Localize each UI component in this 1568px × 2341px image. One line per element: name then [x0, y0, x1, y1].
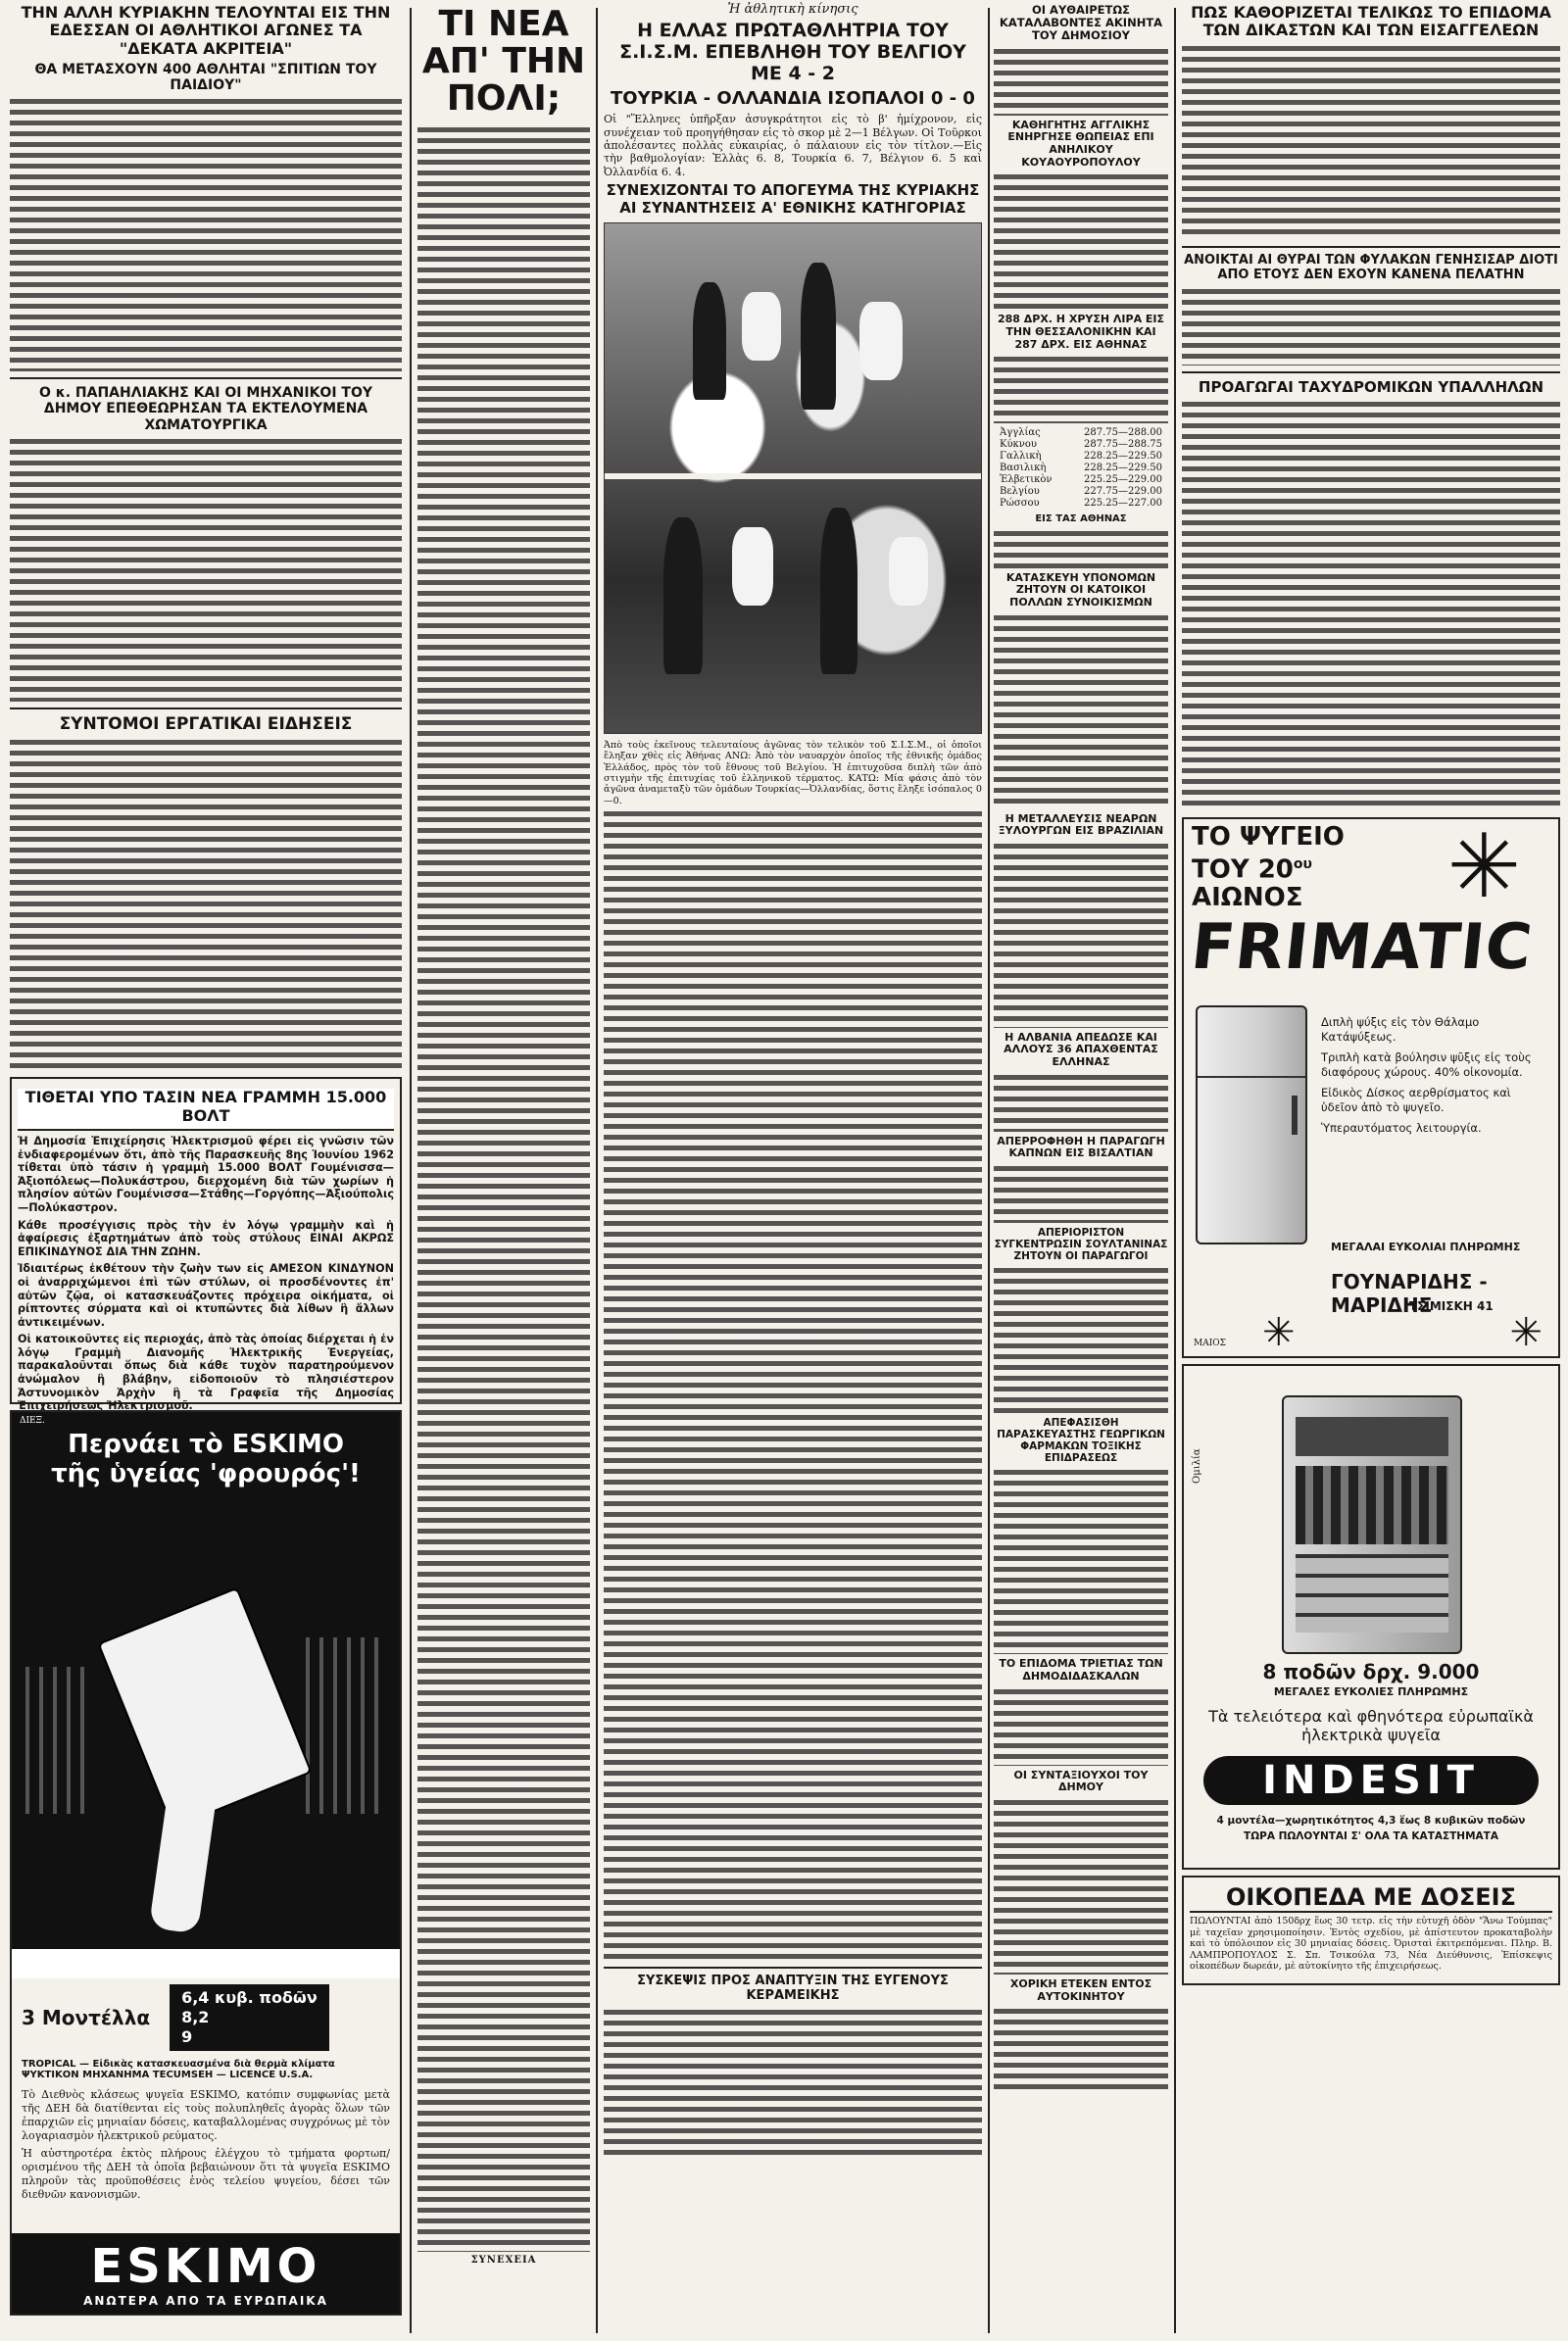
sports-kicker: Ἡ ἀθλητικὴ κίνησις — [727, 2, 858, 17]
plots-ad — [1182, 1876, 1560, 1985]
player-figure — [663, 517, 703, 674]
headline-tobacco: ΑΠΕΡΡΟΦΗΘΗ Η ΠΑΡΑΓΩΓΗ ΚΑΠΝΩΝ ΕΙΣ ΒΙΣΑΛΤΙΑΝ — [997, 1134, 1165, 1160]
table-row — [1000, 451, 1162, 463]
headline-teacher: ΚΑΘΗΓΗΤΗΣ ΑΓΓΛΙΚΗΣ ΕΝΗΡΓΗΣΕ ΘΩΠΕΙΑΣ ΕΠΙ ΑΝΗΛΙΚΟΥ ΚΟΥΑΟΥΡΟΠΟΥΛΟΥ — [1007, 118, 1154, 169]
row-label: Κύκνου — [1000, 439, 1037, 451]
size-option: 9 — [181, 2027, 193, 2047]
eskimo-ad-details — [12, 1978, 400, 2208]
player-shirt — [742, 292, 781, 361]
headline-prison-doors: ΑΝΟΙΚΤΑΙ ΑΙ ΘΥΡΑΙ ΤΩΝ ΦΥΛΑΚΩΝ ΓΕΝΗΣΙΣΑΡ ΔΙΟΤΙ ΑΠΟ ΕΤΟΥΣ ΔΕΝ ΕΧΟΥΝ ΚΑΝΕΝΑ ΠΕΛΑΤΗΝ — [1184, 252, 1558, 282]
notice-p3: Ἰδιαιτέρως ἐκθέτουν τὴν ζωὴν των εἰς ΑΜΕΣΟΝ ΚΙΝΔΥΝΟΝ οἱ ἀναρριχώμενοι ἐπὶ τῶν στύλων, οἱ προσδένοντες ἐπ' αὐτῶν ζῷα, οἱ κατασκευάζοντες πρόχειρα οἰκήματα, οἱ ρίπτοντες σύρματα καὶ οἱ κτυπῶντες διὰ λίθων ἢ ἄλλων ἀντικειμένων. — [18, 1262, 394, 1329]
row-value: 225.25—229.00 — [1084, 474, 1162, 486]
article-text — [994, 1798, 1168, 1975]
feature-item: Τριπλὴ κατὰ βούλησιν ψῦξις εἰς τοὺς διαφόρους χώρους. 40% οἰκονομία. — [1321, 1049, 1532, 1079]
frimatic-heading-text: ΤΟΥ 20 — [1192, 854, 1294, 885]
size-option: 6,4 κυβ. ποδῶν — [181, 1988, 318, 2008]
eskimo-logo-bar — [12, 2233, 400, 2314]
lead-paragraph: Οἱ "Ἕλληνες ὑπῆρξαν ἀσυγκράτητοι εἰς τὸ β' ἡμίχρονον, εἰς συνέχειαν τοῦ προηγήθησαν εἰς τὸ σκορ μὲ 2—1 Βέλγων. Οἱ Τοῦρκοι ἀπολέσαντες πολλὰς εὐκαιρίας, ὁ πάλαιουν εἰς τὸν τίτλον.—Εἰς τὴν βαθμολογίαν: Ἑλλὰς 6. 8, Τουρκία 6. 7, Βέλγιον 6. 5 καὶ Ὀλλανδία 6. 4. — [604, 113, 982, 178]
models-sizes — [170, 1984, 329, 2051]
feature-tropical: TROPICAL — Εἰδικὰς κατασκευασμένα διὰ θερμὰ κλίματα — [22, 2059, 335, 2071]
player-shirt — [889, 537, 928, 606]
eskimo-logo: ESKIMO — [90, 2239, 321, 2295]
dei-notice — [10, 1077, 402, 1413]
headline-greece-champion: Η ΕΛΛΑΣ ΠΡΩΤΑΘΛΗΤΡΙΑ ΤΟΥ Σ.Ι.Σ.Μ. ΕΠΕΒΛΗΘΗ ΤΟΥ ΒΕΛΓΙΟΥ ΜΕ 4 - 2 — [619, 20, 966, 84]
frimatic-ad — [1182, 814, 1560, 1358]
article-text — [994, 1468, 1168, 1654]
notice-title: ΤΙΘΕΤΑΙ ΥΠΟ ΤΑΣΙΝ ΝΕΑ ΓΡΑΜΜΗ 15.000 ΒΟΛΤ — [18, 1089, 394, 1131]
frimatic-features — [1321, 1015, 1546, 1136]
frimatic-ad-code: ΜΑΙΟΣ — [1194, 1338, 1227, 1348]
eskimo-headline-b: τῆς ὑγείας 'φρουρός'! — [51, 1459, 361, 1489]
gold-price-table — [1000, 427, 1162, 510]
article-text — [1182, 44, 1560, 240]
frimatic-heading-line: ΑΙΩΝΟΣ — [1192, 882, 1303, 912]
indesit-signature: Ομιλία — [1192, 1448, 1202, 1484]
row-label: Ἀγγλίας — [1000, 427, 1041, 439]
table-row — [1000, 427, 1162, 439]
column-5 — [1182, 0, 1560, 2341]
headline-sultanina: ΑΠΕΡΙΟΡΙΣΤΟΝ ΣΥΓΚΕΝΤΡΩΣΙΝ ΣΟΥΛΤΑΝΙΝΑΣ ΖΗΤΟΥΝ ΟΙ ΠΑΡΑΓΩΓΟΙ — [994, 1227, 1168, 1263]
article-text — [604, 809, 982, 1961]
divider — [1182, 246, 1560, 248]
divider — [10, 707, 402, 709]
eskimo-body: Τὸ Διεθνὸς κλάσεως ψυγεῖα ESKIMO, κατόπιν συμφωνίας μετὰ τῆς ΔΕΗ δὰ διατίθενται εἰς τοὺς πολυπληθεῖς ἀγορὰς ὅλων τῶν ἐπαρχιῶν εἰς μηνιαίαν δόσεις, καταβαλλομένας συγχρόνως μὲ τὸν λογαριασμὸν ἠλεκτρικοῦ ρεύματος. — [22, 2088, 390, 2143]
frimatic-logo: FRIMATIC — [1188, 910, 1537, 984]
row-value: 228.25—229.50 — [1084, 451, 1162, 463]
frimatic-address: ΤΣΙΜΙΣΚΗ 41 — [1409, 1298, 1494, 1313]
column-1 — [10, 0, 402, 2341]
headline-akriteia: ΤΗΝ ΑΛΛΗ ΚΥΡΙΑΚΗΝ ΤΕΛΟΥΝΤΑΙ ΕΙΣ ΤΗΝ ΕΔΕΣΣΑΝ ΟΙ ΑΘΛΗΤΙΚΟΙ ΑΓΩΝΕΣ ΤΑ "ΔΕΚΑΤΑ ΑΚΡΙΤΕΙΑ" — [21, 3, 391, 58]
headline-albania: Η ΑΛΒΑΝΙΑ ΑΠΕΔΩΣΕ ΚΑΙ ΑΛΛΟΥΣ 36 ΑΠΑΧΘΕΝΤΑΣ ΕΛΛΗΝΑΣ — [1004, 1030, 1158, 1069]
headline-papailiakis: Ο κ. ΠΑΠΑΗΛΙΑΚΗΣ ΚΑΙ ΟΙ ΜΗΧΑΝΙΚΟΙ ΤΟΥ ΔΗΜΟΥ ΕΠΕΘΕΩΡΗΣΑΝ ΤΑ ΕΚΤΕΛΟΥΜΕΝΑ ΧΩΜΑΤΟΥΡΓΙΚΑ — [39, 385, 372, 433]
row-label: Ἑλβετικὸν — [1000, 474, 1053, 486]
column-rule — [410, 8, 412, 2333]
indesit-ad — [1182, 1364, 1560, 1870]
snowflake-icon: ✳ — [1446, 814, 1521, 918]
article-text — [994, 1073, 1168, 1132]
row-label: Βελγίου — [1000, 486, 1040, 498]
row-value: 225.25—227.00 — [1084, 498, 1162, 510]
column-masthead: ΤΙ ΝΕΑ ΑΠ' ΤΗΝ ΠΟΛΙ; — [421, 4, 586, 119]
divider — [10, 377, 402, 379]
table-row — [1000, 486, 1162, 498]
row-value: 227.75—229.00 — [1084, 486, 1162, 498]
column-rule — [1174, 8, 1176, 2333]
article-text — [10, 97, 402, 371]
headline-teachers-bonus: ΤΟ ΕΠΙΔΟΜΑ ΤΡΙΕΤΙΑΣ ΤΩΝ ΔΗΜΟΔΙΔΑΣΚΑΛΩΝ — [999, 1657, 1163, 1683]
indesit-fridge-illustration — [1282, 1395, 1462, 1654]
indesit-logo: INDESIT — [1203, 1756, 1539, 1805]
row-value: 287.75—288.00 — [1084, 427, 1162, 439]
player-figure — [693, 282, 726, 400]
article-text — [10, 437, 402, 702]
column-2 — [417, 0, 590, 2341]
photo-caption: Ἀπὸ τοὺς ἐκεῖνους τελευταίους ἀγῶνας τὸν τελικὸν τοῦ Σ.Ι.Σ.Μ., οἱ ὁποῖοι ἔληξαν χθὲς εἰς Ἀθήνας ΑΝΩ: Ἀπὸ τὸν ναυαρχὸν ὁποῖος τῆς ἐθνικῆς ὁμάδος Ἑλλάδος, πρὸς τὸν τοῦ ἔθνους τοῦ Βελγίου. Ἡ ἐπιτυχοῦσα διπλὴ τῶν ἀπὸ στιγμὴν τῆς ἐπιτυχίας τοῦ ἑλληνικοῦ τέρματος. ΚΑΤΩ: Μία φάσις ἀπὸ τὸν ἀγῶνα ἀναμεταξὺ τῶν ὁμάδων Τουρκίας—Ὀλλανδίας, ὅστις ἔληξε ἰσόπαλος 0—0. — [604, 739, 982, 806]
eskimo-tagline: ΑΝΩΤΕΡΑ ΑΠΟ ΤΑ ΕΥΡΩΠΑΙΚΑ — [83, 2294, 328, 2309]
headline-sewers: ΚΑΤΑΣΚΕΥΗ ΥΠΟΝΟΜΩΝ ΖΗΤΟΥΝ ΟΙ ΚΑΤΟΙΚΟΙ ΠΟΛΛΩΝ ΣΥΝΟΙΚΙΣΜΩΝ — [1005, 570, 1156, 609]
table-row — [1000, 463, 1162, 474]
feature-tecumseh: ΨΥΚΤΙΚΟΝ ΜΗΧΑΝΗΜΑ TECUMSEH — LICENCE U.S.A. — [22, 2070, 314, 2081]
notice-p1: Ἡ Δημοσία Ἐπιχείρησις Ἠλεκτρισμοῦ φέρει εἰς γνῶσιν τῶν ἐνδιαφερομένων ὅτι, ἀπὸ τῆς Παρασκευῆς 8ης Ἰουνίου 1962 τίθεται ὑπὸ τάσιν ἡ γραμμὴ 15.000 ΒΟΛΤ Γουμένισσα—Ἀξιοπόλεως—Πολυκάστρου, διερχομένη διὰ τῶν χωρίων ἡ πλησίον αὐτῶν Γουμένισσα—Στάθης—Γοργόπης—Ἀξιούπολις—Πολύκαστρον. — [18, 1134, 394, 1214]
article-text — [994, 355, 1168, 423]
player-figure — [801, 263, 836, 410]
headline-labor-news: ΣΥΝΤΟΜΟΙ ΕΡΓΑΤΙΚΑΙ ΕΙΔΗΣΕΙΣ — [59, 713, 353, 734]
ground-line — [12, 1949, 400, 1978]
photo-split — [605, 473, 981, 479]
article-text — [994, 172, 1168, 310]
headline-public-property: ΟΙ ΑΥΘΑΙΡΕΤΩΣ ΚΑΤΑΛΑΒΟΝΤΕΣ ΑΚΙΝΗΤΑ ΤΟΥ ΔΗΜΟΣΙΟΥ — [999, 3, 1163, 43]
article-text — [994, 1266, 1168, 1413]
article-text — [994, 613, 1168, 809]
eskimo-ad-illustration — [12, 1412, 400, 1978]
subheadline-turkey-holland: ΤΟΥΡΚΙΑ - ΟΛΛΑΝΔΙΑ ΙΣΟΠΑΛΟΙ 0 - 0 — [611, 87, 975, 109]
article-text — [994, 47, 1168, 116]
building-shape — [306, 1637, 384, 1814]
divider — [604, 1967, 982, 1969]
football-photo — [604, 222, 982, 734]
eskimo-body-2: Ἡ αὐστηροτέρα ἐκτὸς πλήρους ἐλέγχου τὸ τμήματα φορτωπ/ορισμένου τῆς ΔΕΗ τὰ ὁποῖα βεβαιώνουν ὅτι τὰ ψυγεῖα ESKIMO πληροῦν τὰς προϋποθέσεις ἑνὸς τελείου ψυγείου, δέσει τῶν διεθνῶν κανονισμῶν. — [22, 2147, 390, 2202]
player-shirt — [859, 302, 903, 380]
column-4 — [994, 0, 1168, 2341]
headline-ceramics: ΣΥΣΚΕΨΙΣ ΠΡΟΣ ΑΝΑΠΤΥΞΙΝ ΤΗΣ ΕΥΓΕΝΟΥΣ ΚΕΡΑΜΕΙΚΗΣ — [637, 1974, 949, 2004]
table-row — [1000, 439, 1162, 451]
article-text — [994, 2007, 1168, 2095]
building-shape — [25, 1667, 84, 1814]
row-label: Βασιλικὴ — [1000, 463, 1047, 474]
subheadline-akriteia: ΘΑ ΜΕΤΑΣΧΟΥΝ 400 ΑΘΛΗΤΑΙ "ΣΠΙΤΙΩΝ ΤΟΥ ΠΑΙΔΙΟΥ" — [34, 62, 377, 94]
eskimo-headline-a: Περνάει τὸ ESKIMO — [68, 1430, 344, 1460]
frimatic-heading-sup: ου — [1293, 855, 1312, 872]
models-label: 3 Μοντέλλα — [22, 2006, 151, 2030]
continued-label: ΣΥΝΕΧΕΙΑ — [470, 2255, 537, 2266]
article-text — [10, 738, 402, 1071]
headline-judges-allowance: ΠΩΣ ΚΑΘΟΡΙΖΕΤΑΙ ΤΕΛΙΚΩΣ ΤΟ ΕΠΙΔΟΜΑ ΤΩΝ ΔΙΚΑΣΤΩΝ ΚΑΙ ΤΩΝ ΕΙΣΑΓΓΕΛΕΩΝ — [1191, 3, 1551, 40]
row-label: Ρώσσου — [1000, 498, 1040, 510]
indesit-shops: ΤΩΡΑ ΠΩΛΟΥΝΤΑΙ Σ' ΟΛΑ ΤΑ ΚΑΤΑΣΤΗΜΑΤΑ — [1244, 1829, 1498, 1842]
article-text — [994, 1164, 1168, 1223]
column-rule — [988, 8, 990, 2333]
table-row — [1000, 498, 1162, 510]
indesit-models: 4 μοντέλα—χωρητικότητος 4,3 ἕως 8 κυβικῶν ποδῶν — [1216, 1814, 1526, 1827]
headline-gold-sovereign: 288 ΔΡΧ. Η ΧΡΥΣΗ ΛΙΡΑ ΕΙΣ ΤΗΝ ΘΕΣΣΑΛΟΝΙΚΗΝ ΚΑΙ 287 ΔΡΧ. ΕΙΣ ΑΘΗΝΑΣ — [997, 313, 1165, 351]
plots-title: ΟΙΚΟΠΕΔΑ ΜΕ ΔΟΣΕΙΣ — [1190, 1883, 1552, 1913]
article-text — [604, 2008, 982, 2155]
frimatic-heading-line: ΤΟ ΨΥΓΕΙΟ — [1192, 821, 1345, 852]
indesit-price: 8 ποδῶν δρχ. 9.000 — [1262, 1659, 1480, 1683]
row-label: Γαλλικὴ — [1000, 451, 1042, 463]
article-text — [1182, 400, 1560, 811]
frimatic-terms: ΜΕΓΑΛΑΙ ΕΥΚΟΛΙΑΙ ΠΛΗΡΩΜΗΣ — [1331, 1240, 1521, 1253]
player-shirt — [732, 527, 773, 606]
subhead-athens: ΕΙΣ ΤΑΣ ΑΘΗΝΑΣ — [1035, 513, 1127, 525]
notice-p4: Οἱ κατοικοῦντες εἰς περιοχάς, ἀπὸ τὰς ὁποίας διέρχεται ἡ ἐν λόγῳ Γραμμὴ Διανομῆς Ἠλεκτρικῆς Ἐνεργείας, παρακαλοῦνται ὅπως διὰ κάθε τυχὸν παρατηρούμενον ἀνώμαλον ἢ βλάβην, εἰδοποιοῦν τὸ πλησιέστερον Ἀστυνομικὸν Ἀρχὴν ἢ τὰ Γραφεῖα τῆς Δημοσίας Ἐπιχειρήσεως Ἠλεκτρισμοῦ. — [18, 1333, 394, 1413]
headline-postal-promotions: ΠΡΟΑΓΩΓΑΙ ΤΑΧΥΔΡΟΜΙΚΩΝ ΥΠΑΛΛΗΛΩΝ — [1198, 377, 1544, 396]
divider — [1182, 371, 1560, 373]
frimatic-heading — [1192, 823, 1345, 911]
player-figure — [820, 508, 858, 674]
article-text — [1182, 287, 1560, 366]
headline-pesticides: ΑΠΕΦΑΣΙΣΘΗ ΠΑΡΑΣΚΕΥΑΣΤΗΣ ΓΕΩΡΓΙΚΩΝ ΦΑΡΜΑΚΩΝ ΤΟΞΙΚΗΣ ΕΠΙΔΡΑΣΕΩΣ — [997, 1417, 1165, 1465]
frimatic-dealer: ΓΟΥΝΑΡΙΔΗΣ - ΜΑΡΙΔΗΣ — [1331, 1269, 1488, 1317]
carrier-figure — [149, 1781, 218, 1933]
article-text — [994, 529, 1168, 568]
column-rule — [596, 8, 598, 2333]
plots-body: ΠΩΛΟΥΝΤΑΙ ἀπὸ 150δρχ ἕως 30 τετρ. εἰς τὴν εὐτυχῆ ὁδὸν "Ἄνω Τούμπας" μὲ ταχεῖαν χρησιμοποίησιν. Ἐντὸς σχεδίου, μὲ ἀπίστευτον προκαταβολὴν καὶ τὸ ὑπόλοιπον εἰς 30 μηνιαίας δόσεις. Ὀρισταὶ ἐκιτρεπόμεναι. Πληρ. Β. ΛΑΜΠΡΟΠΟΥΛΟΣ Σ. Σπ. Τσικούλα 73, Νέα Διεύθυνσις, Ἐπίσκεψις οἰκοπέδων δωρεάν, μὲ αὐτοκίνητο τῆς ἐπιχειρήσεως. — [1190, 1915, 1552, 1973]
feature-item: Ὑπεραυτόματος λειτουργία. — [1321, 1120, 1482, 1135]
feature-item: Εἰδικὸς Δίσκος αερθρίσματος καὶ ὑδεῖον ἀπὸ τὸ ψυγεῖο. — [1321, 1085, 1511, 1114]
row-value: 228.25—229.50 — [1084, 463, 1162, 474]
ad-code: ΔΙΕΞ. — [20, 1416, 45, 1427]
headline-brazil: Η ΜΕΤΑΛΛΕΥΣΙΣ ΝΕΑΡΩΝ ΞΥΛΟΥΡΓΩΝ ΕΙΣ ΒΡΑΖΙΛΙΑΝ — [998, 811, 1164, 838]
column-3 — [604, 0, 982, 2341]
frimatic-heading-line — [1192, 851, 1345, 884]
size-option: 8,2 — [181, 2008, 210, 2027]
headline-pensioners: ΟΙ ΣΥΝΤΑΞΙΟΥΧΟΙ ΤΟΥ ΔΗΜΟΥ — [1013, 1768, 1149, 1794]
snowflake-icon: ✳ — [1262, 1309, 1296, 1355]
notice-p2: Κάθε προσέγγισις πρὸς τὴν ἐν λόγῳ γραμμὴν καὶ ἡ ἀφαίρεσις ἐξαρτημάτων ἀπὸ τοὺς στύλους ΕΙΝΑΙ ΑΚΡΩΣ ΕΠΙΚΙΝΔΥΝΟΣ ΔΙΑ ΤΗΝ ΖΩΗΝ. — [18, 1218, 394, 1258]
column-text — [417, 125, 590, 2252]
snowflake-icon: ✳ — [1509, 1309, 1543, 1355]
fridge-illustration — [1196, 1005, 1307, 1244]
row-value: 287.75—288.75 — [1084, 439, 1162, 451]
table-row — [1000, 474, 1162, 486]
article-text — [994, 1687, 1168, 1766]
indesit-terms: ΜΕΓΑΛΕΣ ΕΥΚΟΛΙΕΣ ΠΛΗΡΩΜΗΣ — [1273, 1684, 1469, 1698]
eskimo-ad — [10, 1410, 402, 2316]
headline-league: ΣΥΝΕΧΙΖΟΝΤΑΙ ΤΟ ΑΠΟΓΕΥΜΑ ΤΗΣ ΚΥΡΙΑΚΗΣ ΑΙ ΣΥΝΑΝΤΗΣΕΙΣ Α' ΕΘΝΙΚΗΣ ΚΑΤΗΓΟΡΙΑΣ — [606, 181, 980, 217]
feature-item: Διπλὴ ψύξις εἰς τὸν Θάλαμο Κατάψύξεως. — [1321, 1014, 1480, 1044]
headline-birth-in-car: ΧΟΡΙΚΗ ΕΤΕΚΕΝ ΕΝΤΟΣ ΑΥΤΟΚΙΝΗΤΟΥ — [1009, 1977, 1152, 2003]
indesit-slogan: Τὰ τελειότερα καὶ φθηνότερα εὐρωπαϊκὰ ἠλεκτρικὰ ψυγεῖα — [1208, 1706, 1534, 1744]
article-text — [994, 842, 1168, 1028]
